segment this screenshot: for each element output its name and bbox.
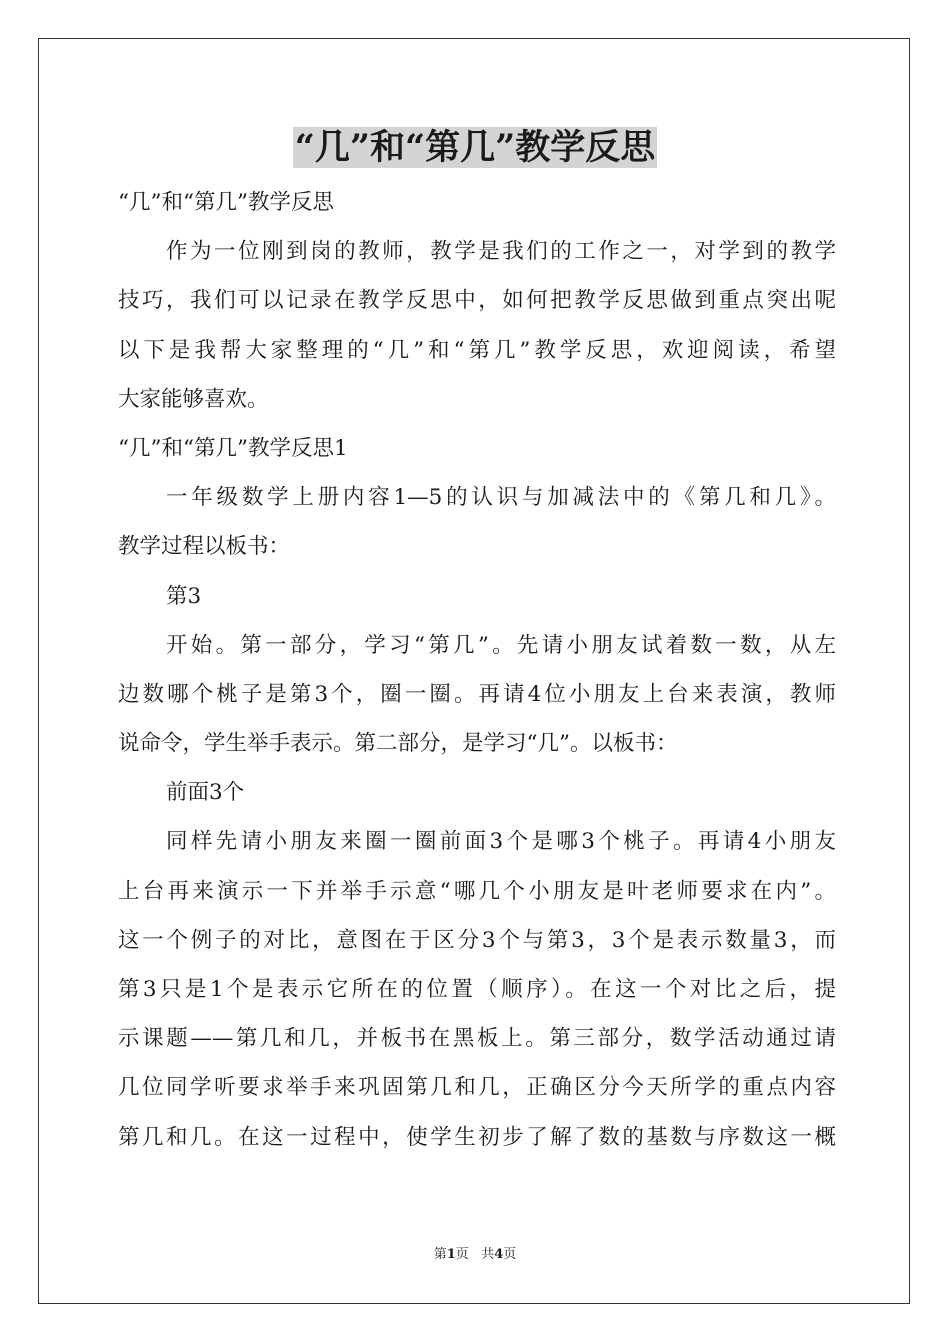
footer-page-suffix: 页 — [455, 1247, 469, 1262]
text-line: 边数哪个桃子是第3个，圈一圈。再请4位小朋友上台来表演，教师 — [118, 681, 836, 707]
footer-page-number: 1 — [446, 1247, 456, 1262]
text-line: 示课题——第几和几，并板书在黑板上。第三部分，数学活动通过请 — [118, 1026, 836, 1052]
text-line: 同样先请小朋友来圈一圈前面3个是哪3个桃子。再请4小朋友 — [166, 829, 836, 855]
text-line: 这一个例子的对比，意图在于区分3个与第3，3个是表示数量3，而 — [118, 927, 836, 953]
text-line: 教学过程以板书： — [118, 534, 291, 560]
text-line: 大家能够喜欢。 — [118, 386, 269, 412]
text-line: 几位同学听要求举手来巩固第几和几，正确区分今天所学的重点内容 — [118, 1075, 836, 1101]
text-line: 第几和几。在这一过程中，使学生初步了解了数的基数与序数这一概 — [118, 1124, 836, 1150]
text-line: “几”和“第几”教学反思 — [118, 190, 334, 215]
text-line: 上台再来演示一下并举手示意“哪几个小朋友是叶老师要求在内”。 — [118, 878, 836, 904]
document-body — [118, 178, 836, 1162]
footer-total-pages: 4 — [494, 1247, 504, 1262]
footer-page-prefix: 第 — [433, 1247, 447, 1262]
text-line: 前面3个 — [166, 780, 245, 806]
page-footer — [0, 1246, 950, 1264]
text-line: 以下是我帮大家整理的“几”和“第几”教学反思，欢迎阅读，希望 — [118, 337, 836, 363]
footer-total-suffix: 页 — [503, 1247, 517, 1262]
text-line: 开始。第一部分，学习“第几”。先请小朋友试着数一数，从左 — [166, 632, 836, 658]
footer-total-prefix: 共 — [481, 1247, 495, 1262]
text-line: 说命令，学生举手表示。第二部分，是学习“几”。以板书： — [118, 731, 678, 757]
document-title-text: “几”和“第几”教学反思 — [294, 127, 656, 168]
document-title — [0, 126, 950, 170]
text-line: 第3只是1个是表示它所在的位置（顺序）。在这一个对比之后，提 — [118, 977, 836, 1002]
text-line: 作为一位刚到岗的教师，教学是我们的工作之一，对学到的教学 — [166, 239, 836, 265]
text-line: 一年级数学上册内容1—5的认识与加减法中的《第几和几》。 — [166, 485, 836, 511]
text-line: 第3 — [166, 583, 202, 609]
text-line: “几”和“第几”教学反思1 — [118, 435, 348, 461]
text-line: 技巧，我们可以记录在教学反思中，如何把教学反思做到重点突出呢 — [118, 288, 836, 314]
